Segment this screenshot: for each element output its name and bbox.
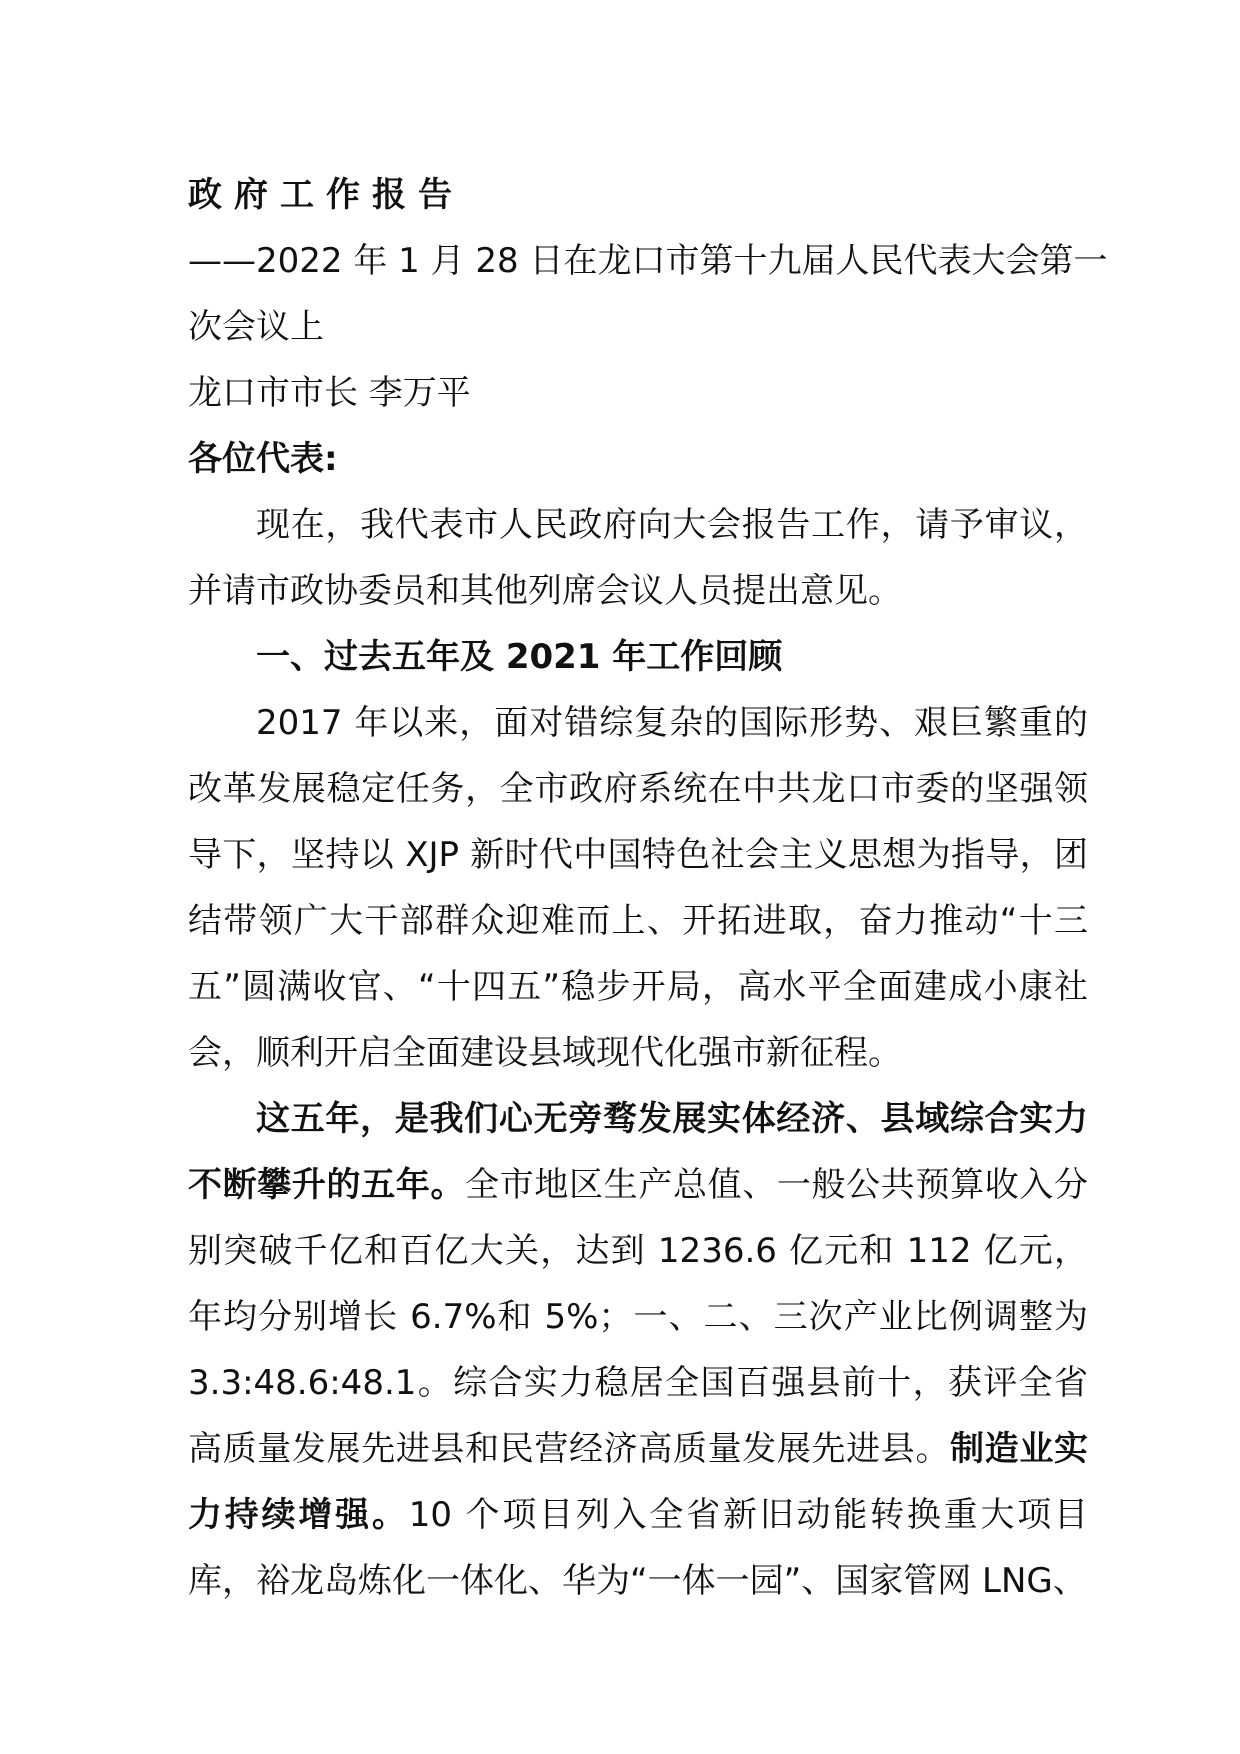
document-subtitle-line-2: 次会议上 — [188, 307, 324, 347]
document-author: 龙口市市长 李万平 — [188, 373, 471, 413]
paragraph-2-bold-lead: 这五年，是我们心无旁骛发展实体经济、县域综合实力不断攀升的五年。 — [188, 1099, 1088, 1205]
document-page — [188, 162, 1108, 1614]
document-subtitle-line-1: ——2022 年 1 月 28 日在龙口市第十九届人民代表大会第一 — [188, 241, 1108, 281]
paragraph-2-tail: 10 个项目列入全省新旧动能转换重大项目库，裕龙岛炼化一体化、华为“一体一园”、国家管网 LNG、 — [188, 1495, 1089, 1601]
paragraph-2-body: 全市地区生产总值、一般公共预算收入分别突破千亿和百亿大关，达到 1236.6 亿元和 112 亿元，年均分别增长 6.7%和 5%；一、二、三次产业比例调整为 3.3:48.6:48.1。综合实力稳居全国百强县前十，获评全省高质量发展先进县和民营经济高质量发展先进县。 — [188, 1165, 1089, 1469]
section-1-heading: 一、过去五年及 2021 年工作回顾 — [256, 637, 783, 677]
paragraph-1: 2017 年以来，面对错综复杂的国际形势、艰巨繁重的改革发展稳定任务，全市政府系统在中共龙口市委的坚强领导下，坚持以 XJP 新时代中国特色社会主义思想为指导，团结带领广大干部群众迎难而上、开拓进取，奋力推动“十三五”圆满收官、“十四五”稳步开局，高水平全面建成小康社会，顺利开启全面建设县域现代化强市新征程。 — [188, 703, 1088, 1073]
paragraph-2 — [188, 1086, 1088, 1614]
intro-paragraph: 现在，我代表市人民政府向大会报告工作，请予审议，并请市政协委员和其他列席会议人员提出意见。 — [188, 505, 1088, 611]
paragraph-2-bold-mid: 制造业实力持续增强。 — [188, 1429, 1089, 1535]
document-salutation: 各位代表: — [188, 439, 338, 479]
document-title: 政府工作报告 — [188, 175, 464, 215]
